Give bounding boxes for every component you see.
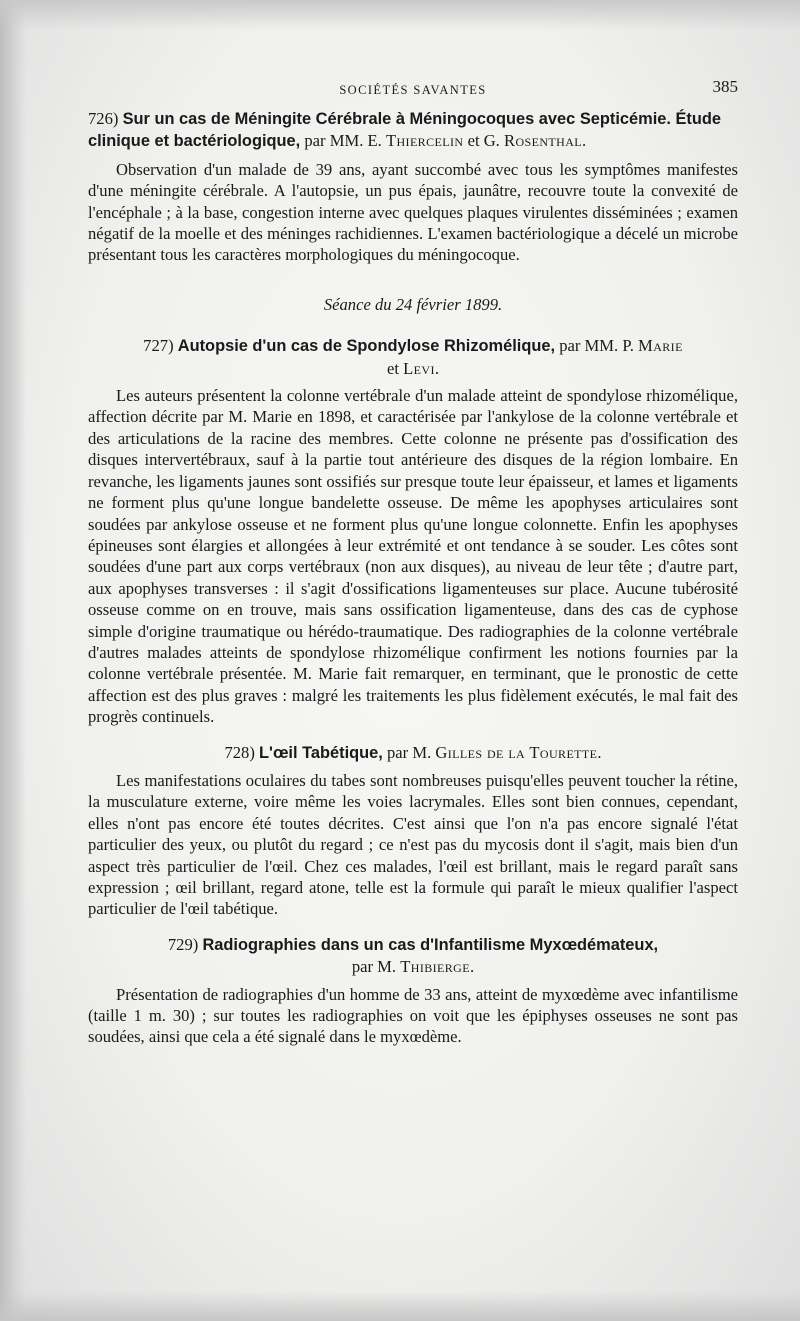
session-date: Séance du 24 février 1899. [323,294,503,314]
scan-shadow-top [0,0,800,30]
scan-shadow-bottom [0,1291,800,1321]
entry-heading [88,742,738,764]
entry-number: 728) [224,742,255,762]
entry-heading [88,934,738,978]
entry-author: Rosenthal [504,131,582,151]
entry-end: . [597,742,602,762]
entry-end: . [582,131,587,151]
entry-number: 727) [143,336,174,356]
entry-author: Thiercelin [385,131,464,151]
entry-author: Gilles de la Tourette [435,742,598,762]
entry-heading [88,108,738,153]
entry-body: Les auteurs présentent la colonne vertébrale d'un malade atteint de spondylose rhizomélique, affection décrite par M. Marie en 1898, et caractérisée par l'ankylose de la colonne vertébrale et des articulations de la racine des membres. Cette colonne ne présente pas d'ossification des disques intervertébraux, sauf à la partie tout antérieure des disques de la région lombaire. En revanche, les ligaments jaunes sont ossifiés sur presque toute leur épaisseur, et lames et ligaments ne forment plus qu'une longue bandelette osseuse. De même les apophyses articulaires sont soudées par ankylose osseuse et ne forment plus qu'une longue colonnette. Enfin les apophyses épineuses sont élargies et allongées à leur extrémité et ont tendance à se souder. Les côtes sont soudées d'une part aux corps vertébraux (non aux disques), au niveau de leur tête ; d'autre part, aux apophyses transverses : il s'agit d'ossifications ligamenteuses sur place. Aucune tubérosité osseuse comme on en trouve, mais sans ossification ligamenteuse, dans des cas de cyphose simple d'origine traumatique ou hérédo-traumatique. Des radiographies de la colonne vertébrale d'autres malades atteints de spondylose rhizomélique confirment les notions fournies par la colonne vertébrale présentée. M. Marie fait remarquer, en terminant, que le pronostic de cette affection est des plus graves : malgré les traitements les plus fidèlement exécutés, le mal fait des progrès continuels. [88,386,738,727]
entry-par: par MM. E. [304,131,382,151]
entry-author: Thibierge [400,957,470,977]
running-title: SOCIÉTÉS SAVANTES [339,83,487,97]
entry-par: par M. [351,957,397,977]
running-head [88,76,738,104]
entry-number: 729) [167,934,199,954]
entry-title: Radiographies dans un cas d'Infantilisme Myxœdémateux, [202,935,659,954]
entry-number: 726) [88,109,119,128]
entry-heading [88,335,738,379]
entry-title: L'œil Tabétique, [259,743,383,762]
entry-joiner: et [386,358,399,378]
entry-727 [88,335,738,727]
entry-author: Levi [403,358,435,378]
entry-title: Sur un cas de Méningite Cérébrale à Méningocoques avec Septicémie. Étude clinique et bactériologique, [88,110,722,151]
entry-729 [88,934,738,1048]
entry-end: . [434,358,440,378]
entry-726 [88,108,738,266]
entry-body: Observation d'un malade de 39 ans, ayant succombé avec tous les symptômes manifestes d'une méningite cérébrale. A l'autopsie, un pus épais, jaunâtre, recouvre toute la convexité de l'encéphale ; à la base, congestion interne avec quelques plaques virulentes disséminées ; examen négatif de la moelle et des méninges rachidiennes. L'examen bactériologique a décelé un microbe présentant tous les caractères morphologiques du méningocoque. [88,159,738,265]
scan-shadow-left [0,0,26,1321]
entry-author: Marie [638,336,683,356]
page-content [88,76,738,1048]
entry-body: Présentation de radiographies d'un homme de 33 ans, atteint de myxœdème avec infantilisme (taille 1 m. 30) ; sur toutes les radiographies on voit que les épiphyses osseuses ne sont pas soudées, ainsi que cela a été signalé dans le myxœdème. [88,984,738,1047]
entry-title: Autopsie d'un cas de Spondylose Rhizomélique, [177,337,556,356]
entry-end: . [469,957,475,977]
page-number: 385 [712,77,738,96]
entry-par: par M. [386,742,432,762]
entry-728 [88,742,738,920]
entry-par: par MM. P. [559,336,634,356]
entry-body: Les manifestations oculaires du tabes sont nombreuses puisqu'elles peuvent toucher la rétine, la musculature externe, voire même les voies lacrymales. Elles sont bien connues, cependant, elles n'ont pas encore été toutes décrites. C'est ainsi que l'on n'a pas encore signalé l'état particulier des yeux, ou plutôt du regard ; ce n'est pas du mycosis dont il s'agit, mais bien d'un aspect très particulier de l'œil. Chez ces malades, l'œil est brillant, mais le regard paraît sans expression ; œil brillant, regard atone, telle est la formule qui paraît le mieux qualifier l'aspect particulier de l'œil tabétique. [88,770,738,919]
entry-joiner: et G. [467,131,500,151]
